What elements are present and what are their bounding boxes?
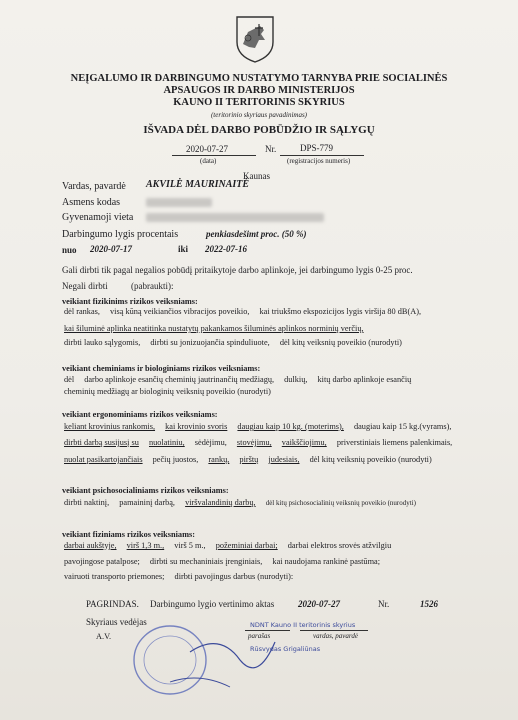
list-item: dėl kitų psichosocialinių veiksnių poveikio (nurodyti) <box>265 499 416 507</box>
list-item: kai naudojama rankinė pastūma; <box>272 557 381 566</box>
list-item-underlined: kai krovinio svoris <box>165 422 228 431</box>
physical-row-3 <box>64 338 410 347</box>
list-item: kitų darbo aplinkoje esančių <box>317 375 412 384</box>
list-item: vairuoti transporto priemones; <box>64 572 165 581</box>
list-item: priverstiniais liemens palenkimais, <box>336 438 453 447</box>
list-item: pečių juostos, <box>152 455 199 464</box>
psychosocial-factors-heading: veikiant psichosocialiniams rizikos veiksniams: <box>62 486 229 495</box>
list-item-underlined: keliant krovinius rankomis, <box>64 422 156 431</box>
basis-nr-label: Nr. <box>378 599 390 609</box>
physical-factors-heading: veikiant fizikinims rizikos veiksniams: <box>62 297 198 306</box>
list-item: dirbti lauko sąlygomis, <box>64 338 141 347</box>
list-item: sėdėjimu, <box>194 438 227 447</box>
list-item: pavojingose patalpose; <box>64 557 140 566</box>
valid-from-label: nuo <box>62 245 77 255</box>
chemical-row-1 <box>64 375 419 384</box>
list-item: visą kūną veikiančios vibracijos poveikio, <box>110 307 250 316</box>
capacity-value: penkiasdešimt proc. (50 %) <box>206 229 307 239</box>
list-item: darbai elektros srovės atžvilgiu <box>287 541 392 550</box>
valid-to-label: iki <box>178 244 189 254</box>
list-item-underlined: stovėjimu, <box>236 438 272 447</box>
list-item: virš 5 m., <box>174 541 206 550</box>
date-label: (data) <box>200 157 217 165</box>
list-item: dirbti su mechaniniais įrenginiais, <box>149 557 263 566</box>
stamp-text-2: Rūsvydas Grigaliūnas <box>250 645 321 653</box>
list-item-underlined: daugiau kaip 10 kg. (moterims), <box>237 422 344 431</box>
list-item-underlined: judesiais, <box>268 455 300 464</box>
valid-from-value: 2020-07-17 <box>90 244 132 254</box>
basis-text: Darbingumo lygio vertinimo aktas <box>150 599 275 609</box>
chemical-row-2 <box>64 387 279 396</box>
list-item: dėl kitų veiksnių poveikio (nurodyti) <box>279 338 402 347</box>
list-item-underlined: nuolat pasikartojančiais <box>64 455 143 464</box>
list-item: dėl kitų veiksnių poveikio (nurodyti) <box>309 455 432 464</box>
list-item-underlined: kai šiluminė aplinka neatitinka nustatytų pakankamos šiluminės aplinkos norminių verčių, <box>64 324 364 333</box>
list-item-underlined: rankų, <box>208 455 230 464</box>
nr-label: Nr. <box>265 144 277 154</box>
registration-label: (registracijos numeris) <box>287 157 351 165</box>
list-item: dulkių, <box>284 375 308 384</box>
agency-name-line1: NEĮGALUMO IR DARBINGUMO NUSTATYMO TARNYBA PRIE SOCIALINĖS <box>70 73 448 84</box>
city: Kaunas <box>243 171 270 181</box>
list-item: kai triukšmo ekspozicijos lygis viršija 80 dB(A), <box>259 307 422 316</box>
physical-row-1 <box>64 307 429 316</box>
psychosocial-row-1 <box>64 498 424 507</box>
coat-of-arms-icon <box>234 14 276 64</box>
ergonomic-row-1 <box>64 422 459 431</box>
list-item: cheminių medžiagų ar biologinių veiksnių poveikio (nurodyti) <box>64 387 271 396</box>
head-of-department-label: Skyriaus vedėjas <box>86 617 147 627</box>
list-item-underlined: darbai aukštyje, <box>64 541 117 550</box>
basis-label: PAGRINDAS. <box>86 599 139 609</box>
ergonomic-row-3 <box>64 455 440 464</box>
branch-note: (teritorinio skyriaus pavadinimas) <box>210 111 308 119</box>
valid-to-value: 2022-07-16 <box>205 244 247 254</box>
physical-risk-row-1 <box>64 541 399 550</box>
physical-row-2 <box>64 324 372 333</box>
list-item: dėl rankas, <box>64 307 100 316</box>
signature-label: parašas <box>248 632 271 640</box>
list-item: dirbti su jonizuojančia spinduliuote, <box>150 338 270 347</box>
physical-risk-heading: veikiant fiziniams rizikos veiksniams: <box>62 530 195 539</box>
list-item: dėl <box>64 375 75 384</box>
ergonomic-row-2 <box>64 438 460 447</box>
personal-code-redacted <box>146 198 212 207</box>
branch-name: KAUNO II TERITORINIS SKYRIUS <box>173 97 345 108</box>
list-item-underlined: dirbti darbą susijusį su <box>64 438 139 447</box>
chemical-factors-heading: veikiant cheminiams ir biologiniams rizikos veiksniams: <box>62 364 261 373</box>
address-redacted <box>146 213 324 222</box>
issue-date: 2020-07-27 <box>186 144 228 154</box>
list-item-underlined: vaikščiojimu, <box>281 438 327 447</box>
personal-code-label: Asmens kodas <box>62 197 121 208</box>
physical-risk-row-2 <box>64 557 388 566</box>
agency-name-line2: APSAUGOS IR DARBO MINISTERIJOS <box>163 85 355 96</box>
name-label: Vardas, pavardė <box>62 181 126 192</box>
basis-nr: 1526 <box>420 599 438 609</box>
address-label: Gyvenamoji vieta <box>62 212 134 223</box>
name-value: AKVILĖ MAURINAITĖ <box>146 179 250 190</box>
name-signature-label: vardas, pavardė <box>313 632 358 640</box>
list-item: dirbti naktinį, <box>64 498 110 507</box>
list-item-underlined: nuolatiniu, <box>148 438 185 447</box>
list-item-underlined: pirštų <box>239 455 259 464</box>
ergonomic-factors-heading: veikiant ergonominiams rizikos veiksniams: <box>62 410 218 419</box>
basis-date: 2020-07-27 <box>298 599 340 609</box>
stamp-place-label: A.V. <box>96 632 112 641</box>
suitability-text: Gali dirbti tik pagal negalios pobūdį pritaikytoje darbo aplinkoje, jei darbingumo lygis 0-25 proc. <box>62 265 413 275</box>
cannot-work-label: Negali dirbti <box>62 281 108 291</box>
list-item-underlined: virš 1,3 m., <box>126 541 165 550</box>
list-item-underlined: viršvalandinių darbų, <box>185 498 256 507</box>
list-item: darbo aplinkoje esančių cheminių jautrinančių medžiagų, <box>84 375 275 384</box>
underline-hint: (pabraukti): <box>131 281 174 291</box>
registration-number: DPS-779 <box>300 143 334 153</box>
list-item: pamaininį darbą, <box>119 498 176 507</box>
list-item: dirbti pavojingus darbus (nurodyti): <box>174 572 294 581</box>
list-item: daugiau kaip 15 kg.(vyrams), <box>353 422 452 431</box>
capacity-label: Darbingumo lygis procentais <box>62 229 179 240</box>
list-item-underlined: požeminiai darbai; <box>215 541 278 550</box>
physical-risk-row-3 <box>64 572 301 581</box>
document-title: IŠVADA DĖL DARBO POBŪDŽIO IR SĄLYGŲ <box>143 124 375 136</box>
stamp-text-1: NDNT Kauno II teritorinis skyrius <box>250 621 356 629</box>
